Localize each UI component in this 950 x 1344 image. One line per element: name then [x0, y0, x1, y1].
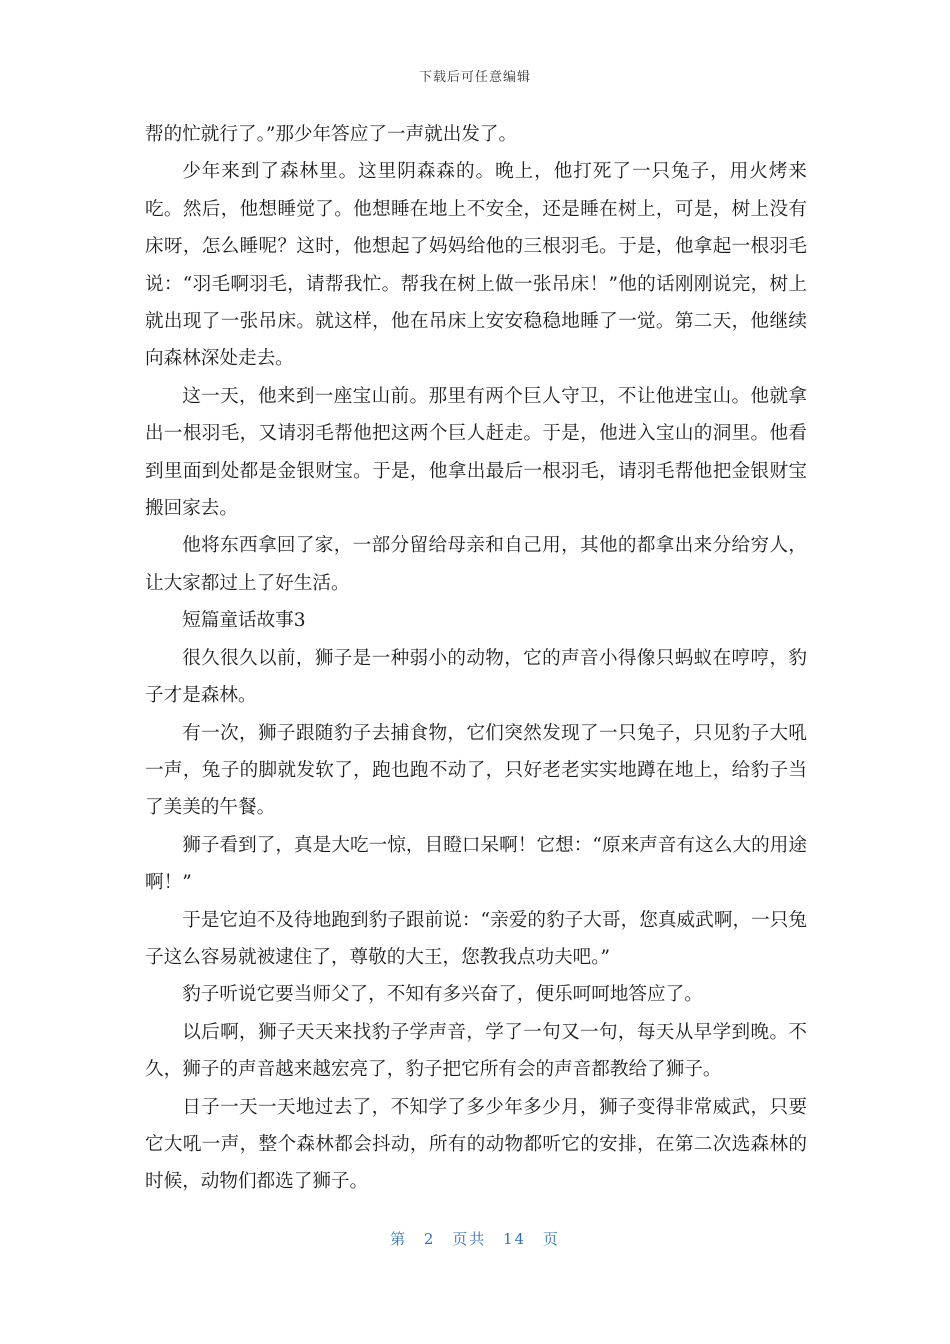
paragraph: 以后啊，狮子天天来找豹子学声音，学了一句又一句，每天从早学到晚。不久，狮子的声音越来越宏亮了，豹子把它所有会的声音都教给了狮子。 [145, 1021, 807, 1081]
page-header: 下载后可任意编辑 [418, 70, 531, 85]
paragraph: 帮的忙就行了。”那少年答应了一声就出发了。 [145, 124, 518, 145]
paragraph: 日子一天一天地过去了，不知学了多少年多少月，狮子变得非常威武，只要它大吼一声，整个森林都会抖动，所有的动物都听它的安排，在第二次选森林的时候，动物们都选了狮子。 [145, 1096, 807, 1193]
paragraph: 他将东西拿回了家，一部分留给母亲和自己用，其他的都拿出来分给穷人，让大家都过上了好生活。 [145, 535, 807, 594]
paragraph: 豹子听说它要当师父了，不知有多兴奋了，便乐呵呵地答应了。 [182, 984, 703, 1006]
document-body [145, 116, 807, 1201]
paragraph: 有一次，狮子跟随豹子去捕食物，它们突然发现了一只兔子，只见豹子大吼一声，兔子的脚就发软了，跑也跑不动了，只好老老实实地蹲在地上，给豹子当了美美的午餐。 [145, 722, 807, 819]
paragraph: 这一天，他来到一座宝山前。那里有两个巨人守卫，不让他进宝山。他就拿出一根羽毛，又请羽毛帮他把这两个巨人赶走。于是，他进入宝山的洞里。他看到里面到处都是金银财宝。于是，他拿出最后一根羽毛，请羽毛帮他把金银财宝搬回家去。 [145, 385, 807, 520]
paragraph: 于是它迫不及待地跑到豹子跟前说：“亲爱的豹子大哥，您真威武啊，一只兔子这么容易就被逮住了，尊敬的大王，您教我点功夫吧。” [145, 909, 807, 968]
page-number-footer: 第 2 页共 14 页 [390, 1230, 560, 1248]
paragraph: 少年来到了森林里。这里阴森森的。晚上，他打死了一只兔子，用火烤来吃。然后，他想睡觉了。他想睡在地上不安全，还是睡在树上，可是，树上没有床呀，怎么睡呢？这时，他想起了妈妈给他的三根羽毛。于是，他拿起一根羽毛说：“羽毛啊羽毛，请帮我忙。帮我在树上做一张吊床！”他的话刚刚说完，树上就出现了一张吊床。就这样，他在吊床上安安稳稳地睡了一觉。第二天，他继续向森林深处走去。 [145, 161, 807, 370]
paragraph: 狮子看到了，真是大吃一惊，目瞪口呆啊！它想：“原来声音有这么大的用途啊！” [145, 834, 807, 894]
paragraph: 很久很久以前，狮子是一种弱小的动物，它的声音小得像只蚂蚁在哼哼，豹子才是森林。 [145, 647, 807, 707]
section-heading: 短篇童话故事3 [182, 610, 306, 632]
